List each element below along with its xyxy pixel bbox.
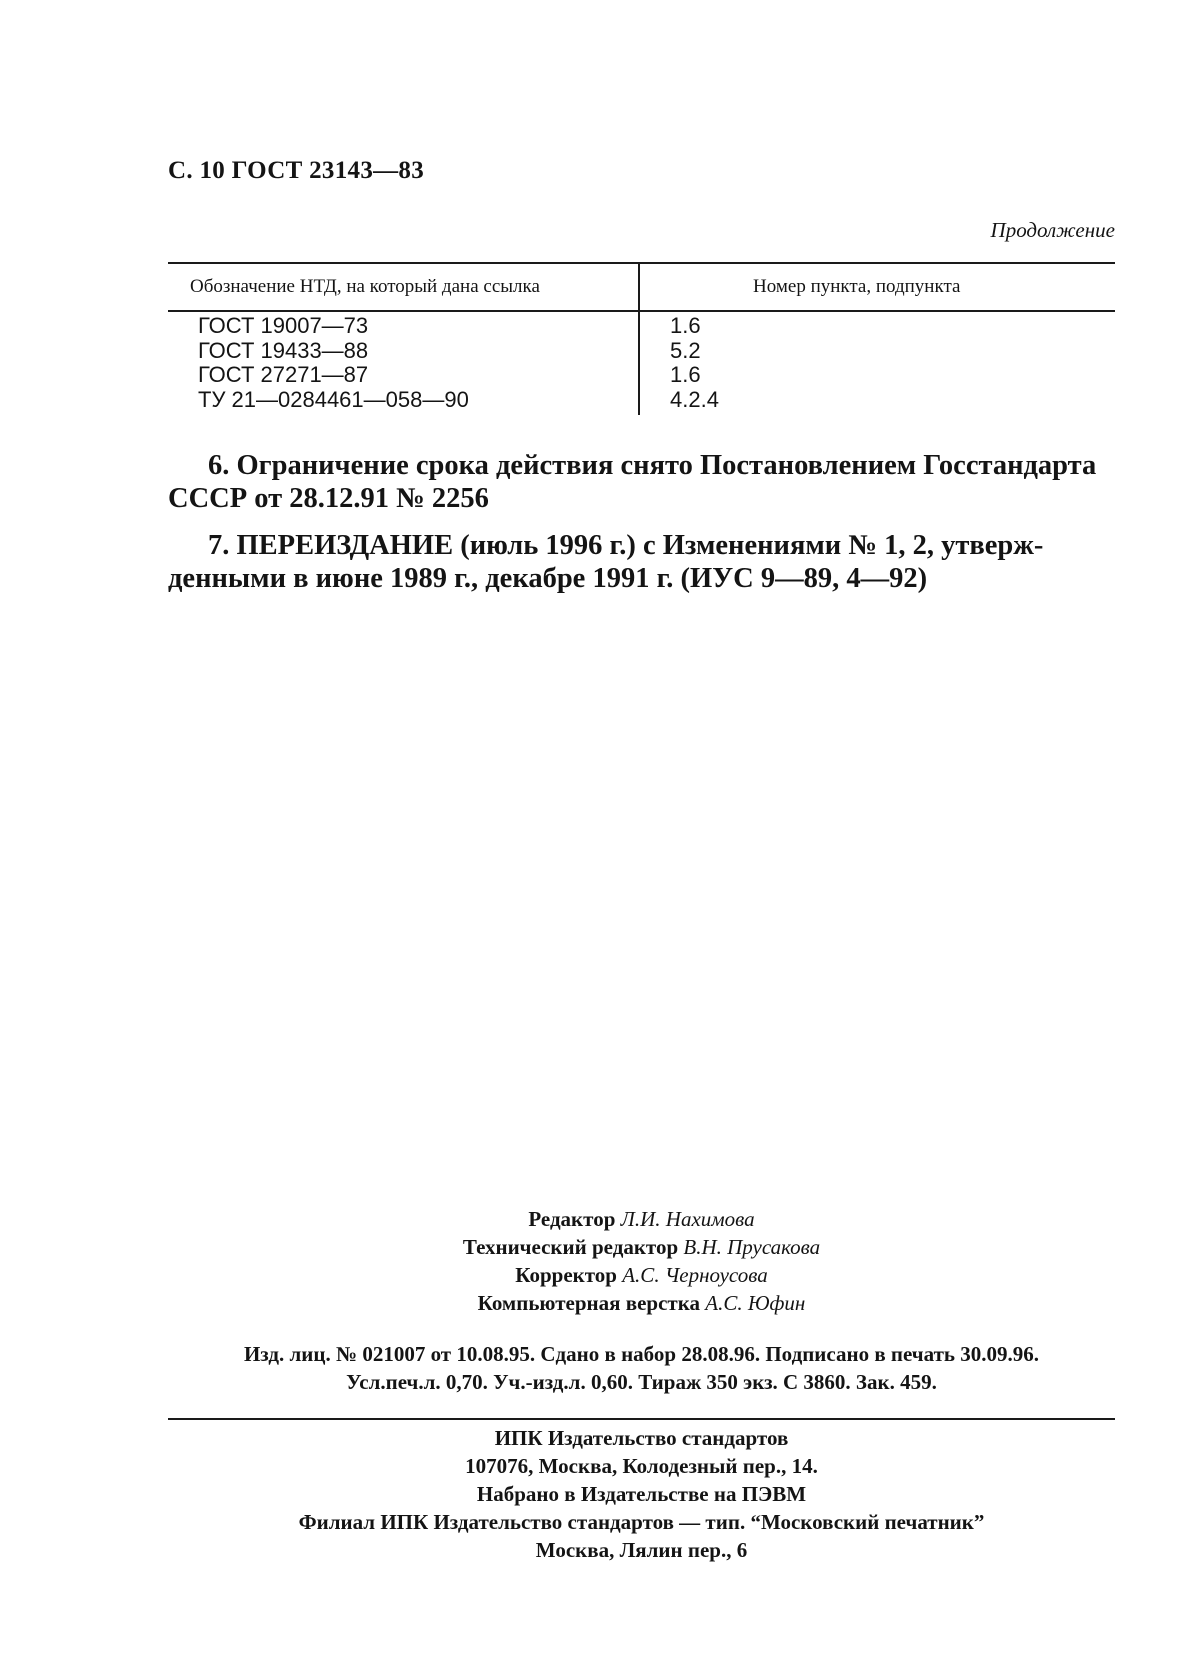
credit-role: Корректор xyxy=(515,1263,617,1287)
table-cell-clause: 1.6 xyxy=(670,362,701,387)
credit-layout xyxy=(168,1289,1115,1317)
credit-role: Компьютерная верстка xyxy=(477,1291,700,1315)
section-6-line-2: СССР от 28.12.91 № 2256 xyxy=(168,483,489,514)
table-cell-document: ГОСТ 19007—73 xyxy=(198,313,369,338)
imprint-line-2: Усл.печ.л. 0,70. Уч.-изд.л. 0,60. Тираж 350 экз. С 3860. Зак. 459. xyxy=(346,1370,937,1394)
credit-name: А.С. Юфин xyxy=(705,1291,806,1315)
credit-name: Л.И. Нахимова xyxy=(620,1207,755,1231)
table-top-rule xyxy=(168,262,1115,264)
table-document-column xyxy=(198,314,469,412)
table-column-divider xyxy=(638,262,640,415)
continuation-label: Продолжение xyxy=(990,218,1115,242)
table-cell-clause: 1.6 xyxy=(670,313,701,338)
section-7-line-1: 7. ПЕРЕИЗДАНИЕ (июль 1996 г.) с Изменениями № 1, 2, утверж- xyxy=(208,530,1044,561)
section-7-paragraph xyxy=(168,529,1115,595)
table-cell-document: ГОСТ 27271—87 xyxy=(198,362,369,387)
credit-role: Технический редактор xyxy=(462,1235,679,1259)
imprint-block xyxy=(168,1340,1115,1396)
publisher-address: 107076, Москва, Колодезный пер., 14. xyxy=(465,1454,818,1478)
credit-technical-editor xyxy=(168,1233,1115,1261)
table-header-document: Обозначение НТД, на который дана ссылка xyxy=(190,276,540,297)
reference-table xyxy=(168,262,1115,415)
table-clause-column xyxy=(670,314,719,412)
table-header-clause: Номер пункта, подпункта xyxy=(753,276,961,297)
section-7-line-2: денными в июне 1989 г., декабре 1991 г. (ИУС 9—89, 4—92) xyxy=(168,563,928,594)
credit-name: В.Н. Прусакова xyxy=(683,1235,821,1259)
page-header: С. 10 ГОСТ 23143—83 xyxy=(168,157,425,184)
section-6-line-1: 6. Ограничение срока действия снято Постановлением Госстандарта xyxy=(208,450,1097,481)
publisher-branch: Филиал ИПК Издательство стандартов — тип. “Московский печатник” xyxy=(298,1510,985,1534)
publisher-block xyxy=(168,1424,1115,1564)
credit-editor xyxy=(168,1205,1115,1233)
credit-proofreader xyxy=(168,1261,1115,1289)
table-cell-document: ГОСТ 19433—88 xyxy=(198,337,369,363)
section-6-paragraph xyxy=(168,449,1115,515)
publisher-rule xyxy=(168,1418,1115,1420)
table-cell-clause: 5.2 xyxy=(670,337,701,363)
imprint-line-1: Изд. лиц. № 021007 от 10.08.95. Сдано в набор 28.08.96. Подписано в печать 30.09.96. xyxy=(243,1342,1040,1366)
credit-role: Редактор xyxy=(528,1207,616,1231)
table-cell-document: ТУ 21—0284461—058—90 xyxy=(198,386,469,412)
credit-name: А.С. Черноусова xyxy=(622,1263,768,1287)
table-header-rule xyxy=(168,310,1115,312)
publisher-branch-address: Москва, Лялин пер., 6 xyxy=(535,1538,748,1562)
publisher-name: ИПК Издательство стандартов xyxy=(494,1426,789,1450)
publisher-typeset-note: Набрано в Издательстве на ПЭВМ xyxy=(476,1482,807,1506)
credits-block xyxy=(168,1205,1115,1317)
table-cell-clause: 4.2.4 xyxy=(670,386,719,412)
